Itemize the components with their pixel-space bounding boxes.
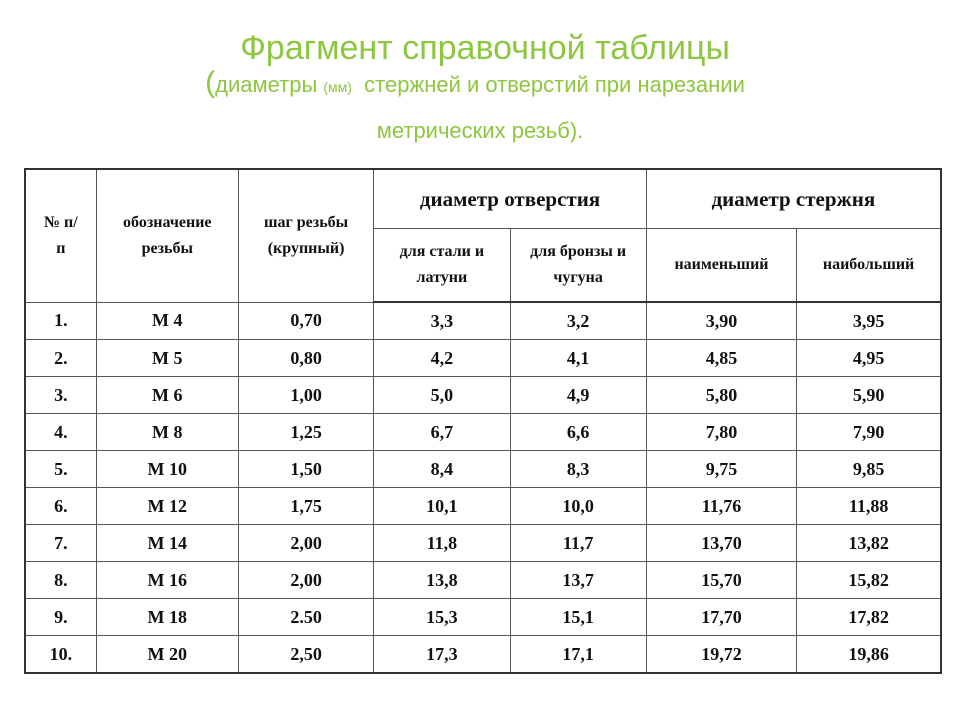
cell-max: 4,95 [797, 340, 941, 377]
cell-max: 9,85 [797, 451, 941, 488]
header-designation [96, 169, 238, 302]
cell-designation: М 8 [96, 414, 238, 451]
cell-num: 9. [25, 599, 96, 636]
reference-table [24, 168, 942, 674]
cell-pitch: 0,70 [238, 302, 373, 340]
cell-steel: 15,3 [374, 599, 510, 636]
cell-bronze: 6,6 [510, 414, 646, 451]
header-hole-diameter: диаметр отверстия [374, 169, 647, 229]
table-row [25, 525, 941, 562]
cell-designation: М 14 [96, 525, 238, 562]
subtitle-part-1: диаметры [215, 72, 324, 97]
cell-steel: 10,1 [374, 488, 510, 525]
cell-bronze: 4,1 [510, 340, 646, 377]
cell-min: 15,70 [646, 562, 796, 599]
page-title: Фрагмент справочной таблицы [240, 29, 730, 67]
cell-steel: 17,3 [374, 636, 510, 674]
cell-designation: М 16 [96, 562, 238, 599]
cell-num: 3. [25, 377, 96, 414]
cell-num: 6. [25, 488, 96, 525]
header-steel-brass-label: для стали и латуни [399, 243, 485, 286]
header-bronze-iron [510, 229, 646, 303]
cell-min: 5,80 [646, 377, 796, 414]
cell-num: 4. [25, 414, 96, 451]
cell-designation: М 20 [96, 636, 238, 674]
cell-num: 7. [25, 525, 96, 562]
cell-pitch: 2,00 [238, 525, 373, 562]
table-row [25, 340, 941, 377]
cell-max: 13,82 [797, 525, 941, 562]
cell-pitch: 1,50 [238, 451, 373, 488]
cell-min: 17,70 [646, 599, 796, 636]
header-max: наибольший [797, 229, 941, 303]
cell-bronze: 4,9 [510, 377, 646, 414]
header-designation-label: обозначение резьбы [123, 213, 212, 257]
cell-steel: 8,4 [374, 451, 510, 488]
cell-num: 8. [25, 562, 96, 599]
subtitle-line-2: метрических резьб). [376, 118, 584, 143]
header-steel-brass [374, 229, 510, 303]
table-row [25, 451, 941, 488]
cell-max: 5,90 [797, 377, 941, 414]
header-bronze-iron-label: для бронзы и чугуна [530, 243, 627, 286]
cell-pitch: 1,25 [238, 414, 373, 451]
subtitle-open-paren: ( [205, 66, 216, 99]
cell-designation: М 12 [96, 488, 238, 525]
header-rod-diameter: диаметр стержня [646, 169, 941, 229]
cell-bronze: 3,2 [510, 302, 646, 340]
cell-min: 13,70 [646, 525, 796, 562]
cell-pitch: 1,75 [238, 488, 373, 525]
header-min: наименьший [646, 229, 796, 303]
cell-num: 2. [25, 340, 96, 377]
cell-num: 1. [25, 302, 96, 340]
cell-num: 10. [25, 636, 96, 674]
cell-bronze: 17,1 [510, 636, 646, 674]
header-num-label: № п/п [43, 213, 78, 257]
title-block [0, 28, 960, 144]
cell-steel: 3,3 [374, 302, 510, 340]
cell-max: 19,86 [797, 636, 941, 674]
cell-bronze: 8,3 [510, 451, 646, 488]
cell-bronze: 13,7 [510, 562, 646, 599]
subtitle-unit: (мм) [323, 79, 352, 95]
cell-steel: 11,8 [374, 525, 510, 562]
cell-min: 4,85 [646, 340, 796, 377]
cell-pitch: 0,80 [238, 340, 373, 377]
header-num [25, 169, 96, 302]
cell-pitch: 2,00 [238, 562, 373, 599]
cell-bronze: 15,1 [510, 599, 646, 636]
cell-bronze: 11,7 [510, 525, 646, 562]
cell-max: 3,95 [797, 302, 941, 340]
cell-max: 7,90 [797, 414, 941, 451]
cell-min: 11,76 [646, 488, 796, 525]
table-row [25, 302, 941, 340]
table-body [25, 302, 941, 673]
table-row [25, 377, 941, 414]
header-pitch [238, 169, 373, 302]
table-row [25, 488, 941, 525]
subtitle-part-2: стержней и отверстий при нарезании [351, 72, 745, 97]
cell-steel: 5,0 [374, 377, 510, 414]
cell-designation: М 4 [96, 302, 238, 340]
cell-designation: М 10 [96, 451, 238, 488]
cell-bronze: 10,0 [510, 488, 646, 525]
header-pitch-label: шаг резьбы (крупный) [264, 213, 349, 257]
cell-min: 19,72 [646, 636, 796, 674]
cell-min: 7,80 [646, 414, 796, 451]
cell-steel: 6,7 [374, 414, 510, 451]
cell-pitch: 1,00 [238, 377, 373, 414]
cell-pitch: 2.50 [238, 599, 373, 636]
cell-max: 15,82 [797, 562, 941, 599]
cell-designation: М 18 [96, 599, 238, 636]
cell-steel: 4,2 [374, 340, 510, 377]
table-row [25, 599, 941, 636]
cell-num: 5. [25, 451, 96, 488]
cell-steel: 13,8 [374, 562, 510, 599]
cell-designation: М 5 [96, 340, 238, 377]
cell-pitch: 2,50 [238, 636, 373, 674]
table-row [25, 562, 941, 599]
table-row [25, 636, 941, 674]
cell-max: 17,82 [797, 599, 941, 636]
cell-min: 9,75 [646, 451, 796, 488]
cell-designation: М 6 [96, 377, 238, 414]
cell-min: 3,90 [646, 302, 796, 340]
subtitle-line-1 [0, 66, 960, 100]
table-row [25, 414, 941, 451]
cell-max: 11,88 [797, 488, 941, 525]
